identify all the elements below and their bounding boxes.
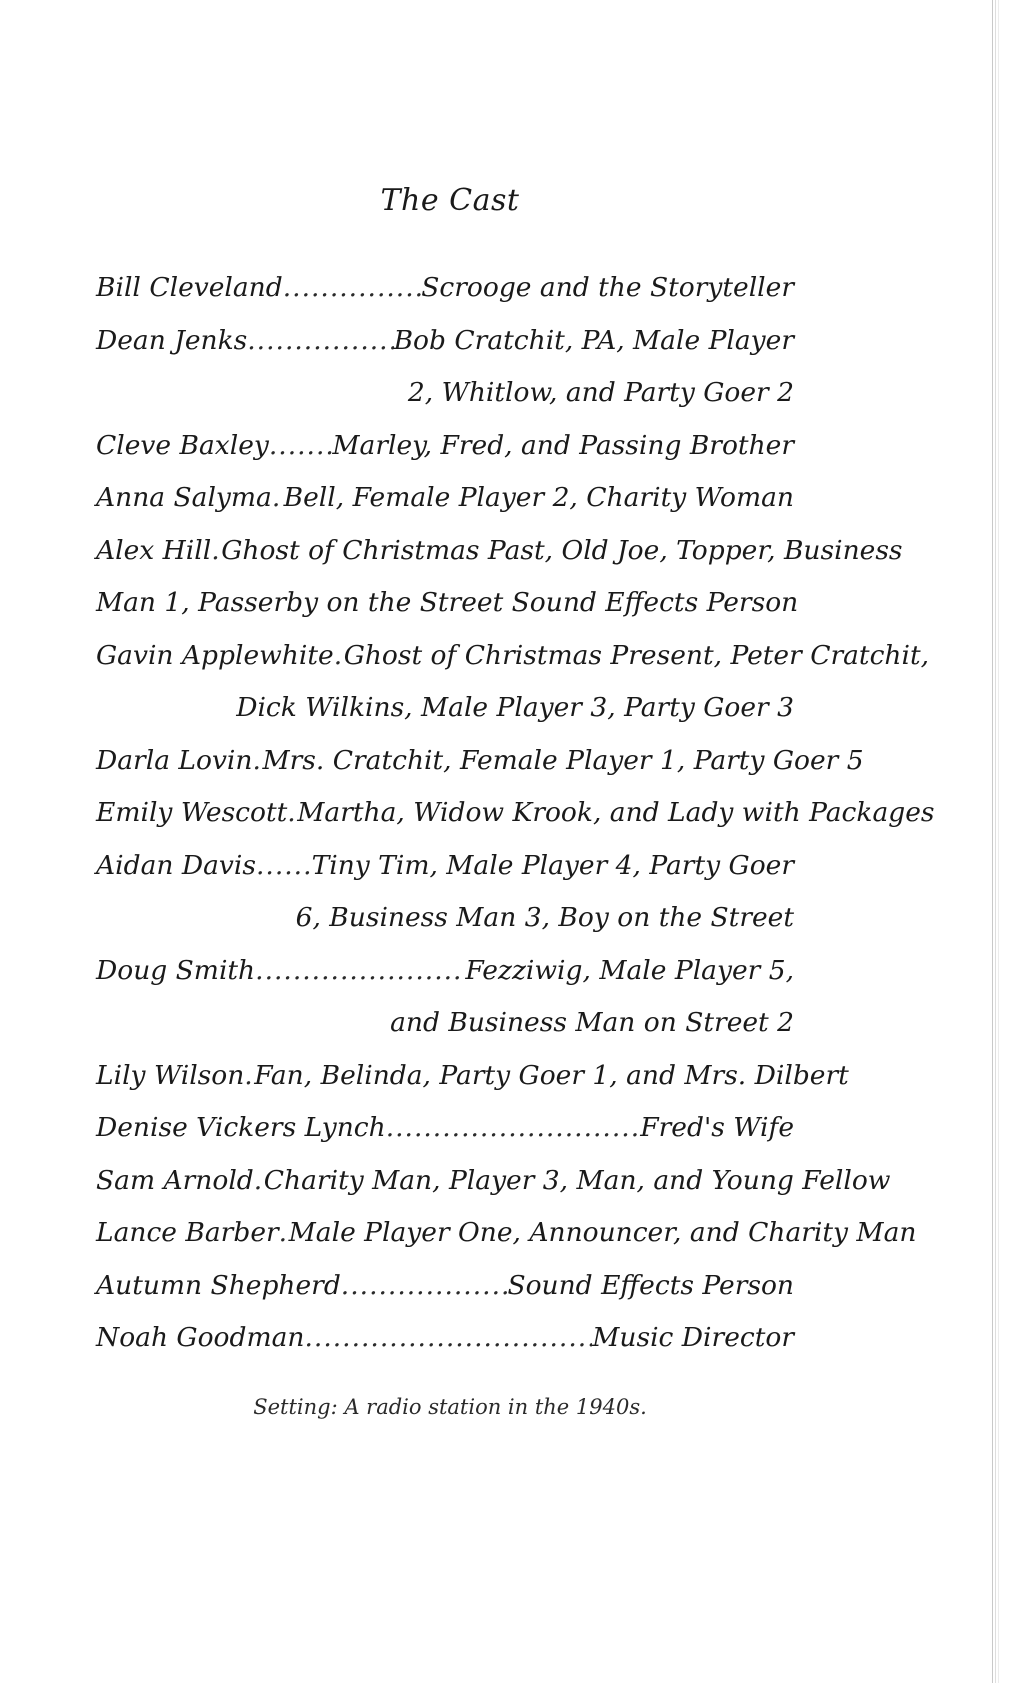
role-text: Scrooge and the Storyteller xyxy=(421,272,794,303)
cast-entry xyxy=(96,787,935,840)
role-text: Ghost of Christmas Past, Old Joe, Topper, Business xyxy=(221,534,903,566)
cast-entry-line xyxy=(96,472,794,525)
cast-entry-line xyxy=(96,525,903,578)
dot-leader xyxy=(304,1312,592,1365)
dot-leader xyxy=(255,945,465,998)
dot-leader xyxy=(252,735,262,788)
cast-entry-line xyxy=(96,1102,794,1155)
role-text: Fezziwig, Male Player 5, xyxy=(465,954,794,986)
role-text: Music Director xyxy=(592,1322,794,1353)
cast-entry-line xyxy=(96,945,794,998)
role-text: Bob Cratchit, PA, Male Player xyxy=(393,324,794,356)
actor-name: Bill Cleveland xyxy=(96,272,283,303)
role-continuation: Man 1, Passerby on the Street Sound Effects Person xyxy=(96,587,799,618)
dot-leader xyxy=(269,420,333,473)
cast-entry-line xyxy=(96,420,794,473)
actor-name: Gavin Applewhite xyxy=(96,639,334,671)
cast-entry-line xyxy=(96,1050,849,1103)
cast-entry xyxy=(96,472,794,525)
cast-entry xyxy=(96,1102,794,1155)
role-text: Tiny Tim, Male Player 4, Party Goer xyxy=(311,849,794,881)
setting-note: Setting: A radio station in the 1940s. xyxy=(253,1395,647,1419)
cast-entry-line xyxy=(96,1312,794,1365)
cast-entry xyxy=(96,630,930,683)
dot-leader xyxy=(386,1102,641,1155)
page-title: The Cast xyxy=(380,183,520,218)
actor-name: Denise Vickers Lynch xyxy=(96,1112,386,1143)
actor-name: Dean Jenks xyxy=(96,324,248,356)
role-continuation: 6, Business Man 3, Boy on the Street xyxy=(295,902,794,933)
cast-entry-line xyxy=(96,630,930,683)
role-text: Sound Effects Person xyxy=(507,1269,794,1301)
page-edge-line xyxy=(995,0,996,1683)
role-text: Marley, Fred, and Passing Brother xyxy=(332,429,794,461)
dot-leader xyxy=(334,630,344,683)
cast-entry xyxy=(96,525,903,578)
dot-leader xyxy=(279,1207,289,1260)
role-text: Bell, Female Player 2, Charity Woman xyxy=(283,482,794,513)
actor-name: Cleve Baxley xyxy=(96,429,269,461)
dot-leader xyxy=(247,315,393,368)
cast-entry-line xyxy=(96,840,794,893)
cast-entry-line xyxy=(96,735,864,788)
dot-leader xyxy=(341,1260,508,1313)
cast-entry xyxy=(96,315,794,368)
role-continuation: 2, Whitlow, and Party Goer 2 xyxy=(407,377,794,408)
actor-name: Anna Salyma xyxy=(96,482,272,513)
role-continuation: Dick Wilkins, Male Player 3, Party Goer 3 xyxy=(236,692,794,723)
cast-entry xyxy=(96,262,794,315)
cast-entry xyxy=(96,420,794,473)
page-edge-line xyxy=(998,0,999,1683)
role-continuation: and Business Man on Street 2 xyxy=(390,1007,794,1038)
actor-name: Doug Smith xyxy=(96,954,256,986)
dot-leader xyxy=(244,1050,254,1103)
cast-entry xyxy=(96,1207,917,1260)
cast-entry-line xyxy=(96,262,794,315)
actor-name: Darla Lovin xyxy=(96,744,253,776)
actor-name: Lance Barber xyxy=(96,1217,279,1248)
actor-name: Autumn Shepherd xyxy=(96,1269,341,1301)
cast-entry-line xyxy=(96,315,794,368)
cast-entry xyxy=(96,945,794,998)
role-text: Fan, Belinda, Party Goer 1, and Mrs. Dilbert xyxy=(254,1059,849,1091)
cast-entry-line xyxy=(96,1207,917,1260)
cast-entry xyxy=(96,735,864,788)
cast-entry xyxy=(96,1155,891,1208)
actor-name: Noah Goodman xyxy=(96,1322,305,1353)
role-text: Fred's Wife xyxy=(640,1112,794,1143)
page-edge-line xyxy=(992,0,993,1683)
dot-leader xyxy=(254,1155,264,1208)
role-text: Male Player One, Announcer, and Charity Man xyxy=(288,1217,917,1248)
role-text: Charity Man, Player 3, Man, and Young Fellow xyxy=(263,1164,891,1196)
role-text: Martha, Widow Krook, and Lady with Packages xyxy=(297,797,935,828)
actor-name: Aidan Davis xyxy=(96,849,256,881)
actor-name: Emily Wescott xyxy=(96,797,288,828)
dot-leader xyxy=(211,525,221,578)
cast-list xyxy=(96,262,935,1365)
dot-leader xyxy=(283,262,422,315)
actor-name: Lily Wilson xyxy=(96,1059,245,1091)
cast-entry xyxy=(96,1050,849,1103)
cast-entry-line xyxy=(96,787,935,840)
dot-leader xyxy=(287,787,297,840)
cast-entry-line xyxy=(96,1260,794,1313)
dot-leader xyxy=(256,840,312,893)
dot-leader xyxy=(272,472,284,525)
cast-entry xyxy=(96,840,794,893)
actor-name: Sam Arnold xyxy=(96,1164,254,1196)
actor-name: Alex Hill xyxy=(96,534,212,566)
cast-entry-line xyxy=(96,1155,891,1208)
role-text: Mrs. Cratchit, Female Player 1, Party Goer 5 xyxy=(262,744,864,776)
cast-entry xyxy=(96,1260,794,1313)
cast-entry xyxy=(96,1312,794,1365)
role-text: Ghost of Christmas Present, Peter Cratchit, xyxy=(343,639,930,671)
